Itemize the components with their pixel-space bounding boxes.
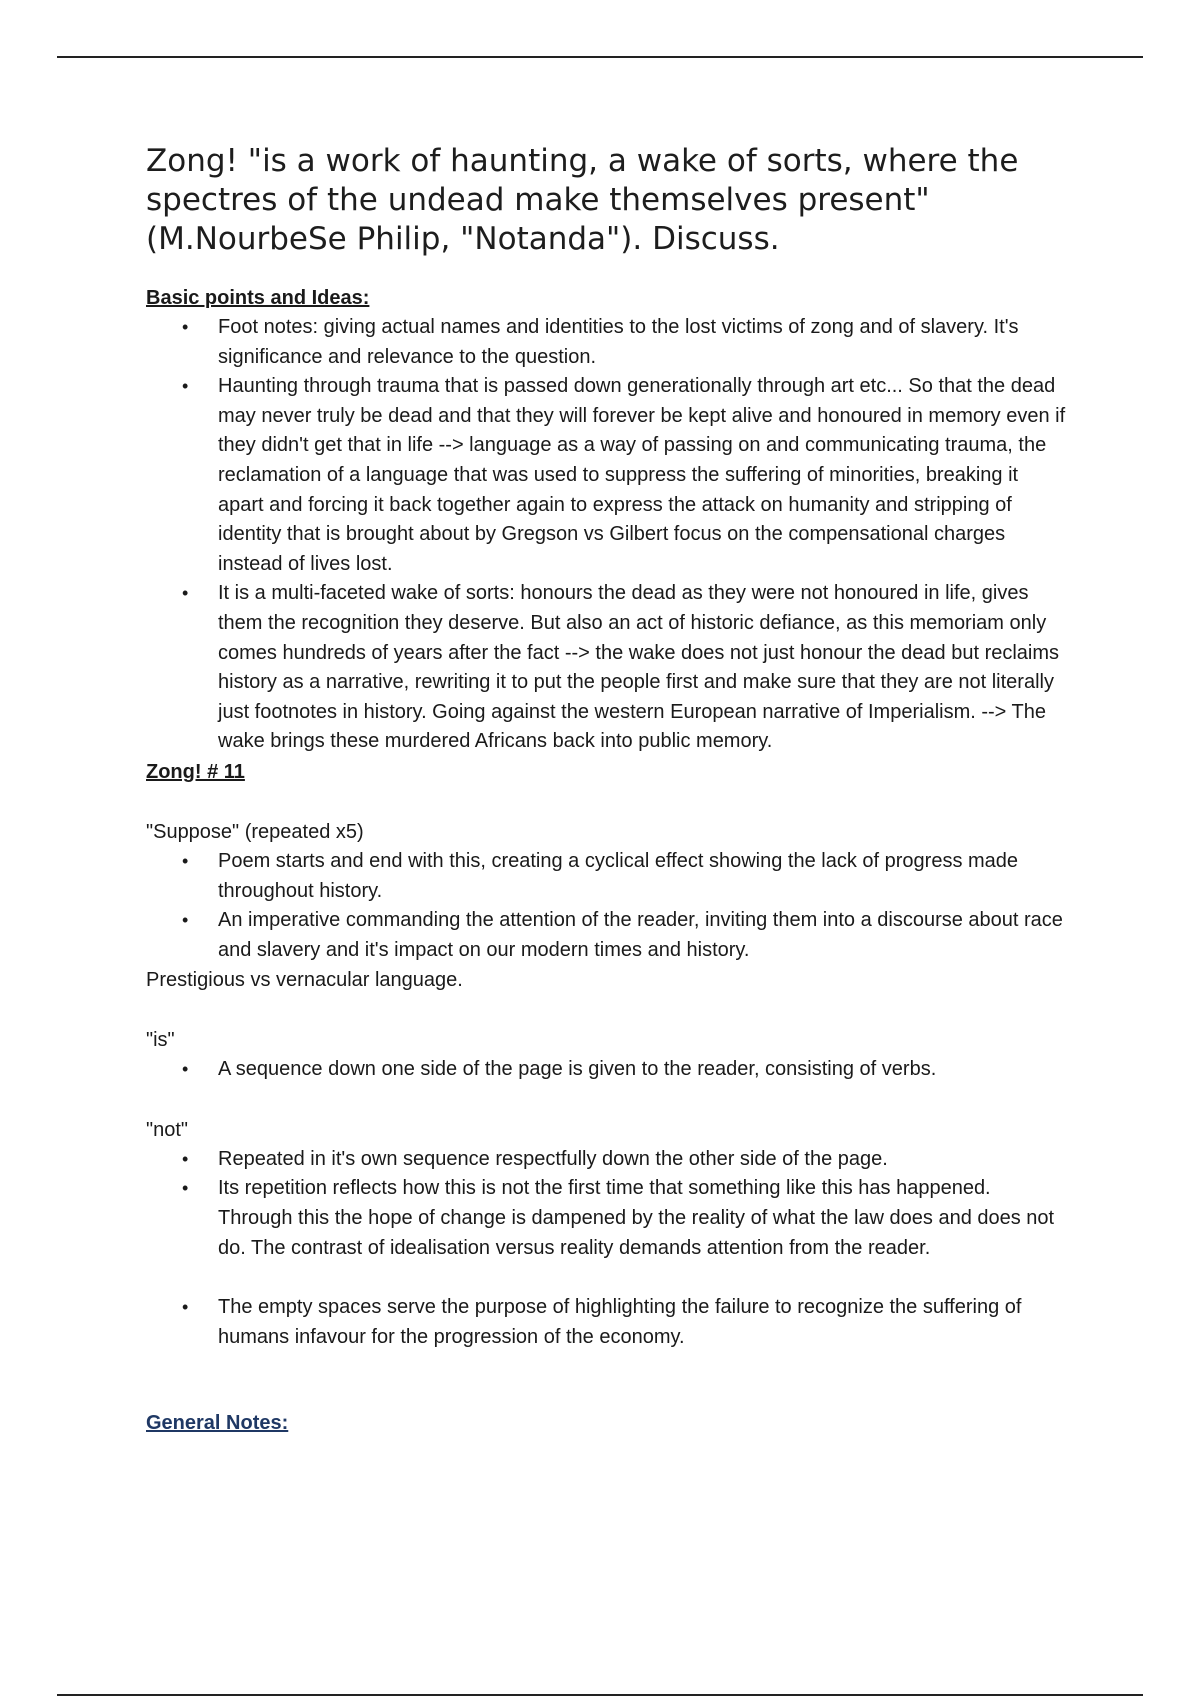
list-item: • An imperative commanding the attention of the reader, inviting them into a discourse about race and slavery and it's impact on our modern times and history. (146, 906, 1066, 965)
list-item: • Poem starts and end with this, creating a cyclical effect showing the lack of progress made throughout history. (146, 847, 1066, 906)
bullet-icon: • (182, 1297, 189, 1318)
not-list (146, 1145, 1066, 1263)
bullet-icon: • (182, 1148, 189, 1169)
basic-points-list (146, 313, 1066, 757)
is-list (146, 1055, 1066, 1085)
not-label: "not" (146, 1118, 189, 1141)
bullet-icon: • (182, 1059, 189, 1080)
bullet-icon: • (182, 910, 189, 931)
document-body (146, 142, 1066, 1438)
bullet-icon: • (182, 1178, 189, 1199)
bullet-icon: • (182, 376, 189, 397)
suppose-list (146, 847, 1066, 965)
header-rule (57, 56, 1143, 58)
language-note: Prestigious vs vernacular language. (146, 969, 463, 992)
bullet-icon: • (182, 850, 189, 871)
list-item: • Its repetition reflects how this is not the first time that something like this has happened. Through this the hope of change is dampened by the reality of what the law does and does not do. The contrast of idealisation versus reality demands attention from the reader. (146, 1174, 1066, 1263)
bullet-icon: • (182, 317, 189, 337)
list-item: • Foot notes: giving actual names and identities to the lost victims of zong and of slavery. It's significance and relevance to the question. (146, 313, 1066, 372)
list-item: • Repeated in it's own sequence respectfully down the other side of the page. (146, 1145, 1066, 1175)
footer-rule (57, 1694, 1143, 1696)
suppose-label: "Suppose" (repeated x5) (146, 820, 364, 843)
list-item: • A sequence down one side of the page is given to the reader, consisting of verbs. (146, 1055, 1066, 1085)
list-item: • It is a multi-faceted wake of sorts: honours the dead as they were not honoured in life, gives them the recognition they deserve. But also an act of historic defiance, as this memoriam only comes hundreds of years after the fact --> the wake does not just honour the dead but reclaims history as a narrative, rewriting it to put the people first and make sure that they are not literally just footnotes in history. Going against the western European narrative of Imperialism. --> The wake brings these murdered Africans back into public memory. (146, 579, 1066, 757)
document-title: Zong! "is a work of haunting, a wake of sorts, where the spectres of the undead make themselves present"(M.NourbeSe Philip, "Notanda"). Discuss. (146, 143, 1019, 257)
bullet-icon: • (182, 583, 189, 604)
is-label: "is" (146, 1029, 175, 1052)
list-item: • The empty spaces serve the purpose of highlighting the failure to recognize the suffering of humans infavour for the progression of the economy. (146, 1293, 1066, 1352)
zong-11-heading: Zong! # 11 (146, 760, 245, 783)
empty-spaces-list (146, 1293, 1066, 1352)
general-notes-heading: General Notes: (146, 1412, 289, 1435)
basic-points-heading: Basic points and Ideas: (146, 287, 370, 309)
list-item: • Haunting through trauma that is passed down generationally through art etc... So that the dead may never truly be dead and that they will forever be kept alive and honoured in memory even if they didn't get that in life --> language as a way of passing on and communicating trauma, the reclamation of a language that was used to suppress the suffering of minorities, breaking it apart and forcing it back together again to express the attack on humanity and stripping of identity that is brought about by Gregson vs Gilbert focus on the compensational charges instead of lives lost. (146, 372, 1066, 579)
